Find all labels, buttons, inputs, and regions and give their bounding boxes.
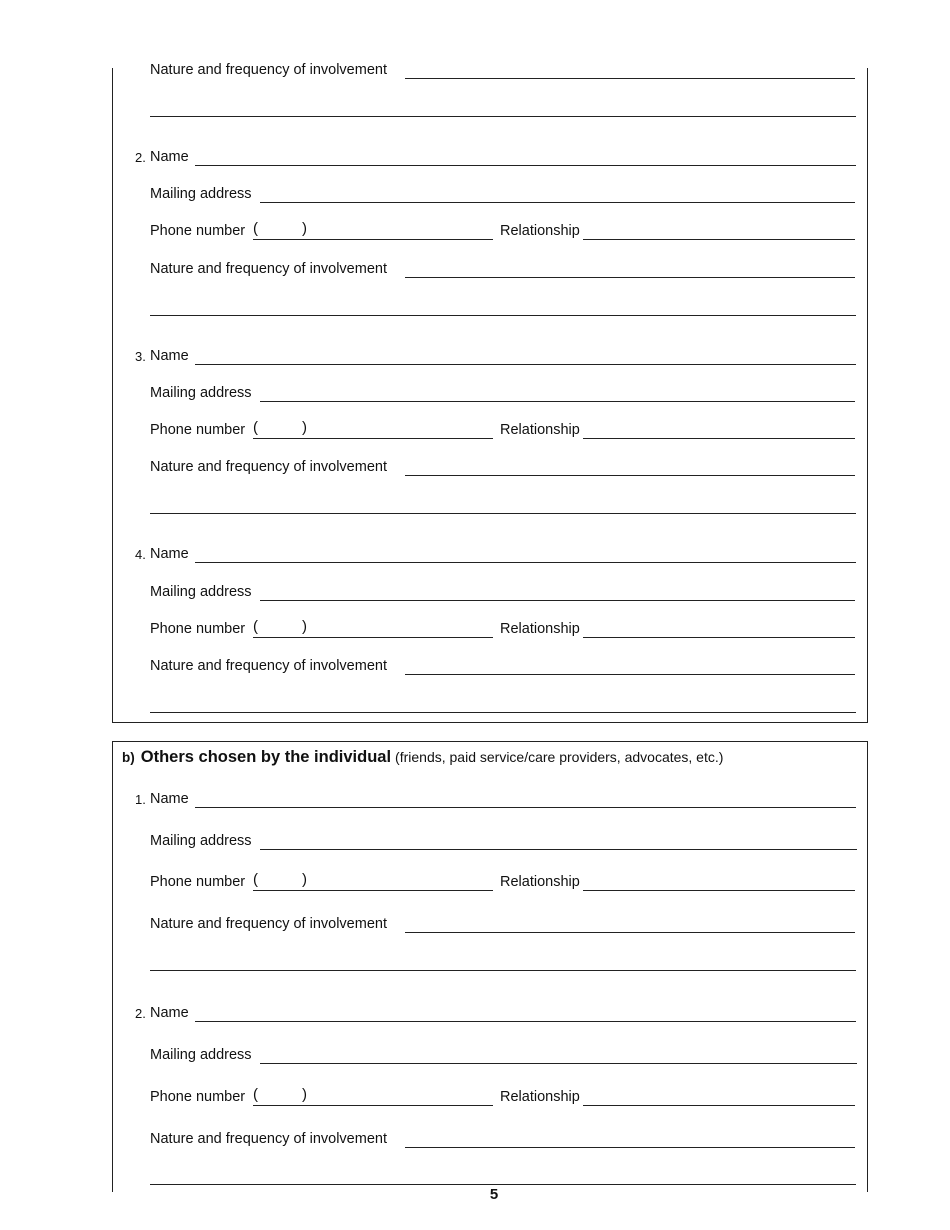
mailing-address-field[interactable] — [260, 202, 855, 203]
nature-field[interactable] — [405, 475, 855, 476]
nature-label: Nature and frequency of involvement — [150, 916, 387, 932]
area-code-close-paren: ) — [302, 220, 307, 237]
mailing-address-label: Mailing address — [150, 1047, 252, 1063]
phone-number-label: Phone number — [150, 874, 246, 890]
section-b-title: Others chosen by the individual — [140, 748, 392, 766]
mailing-address-label: Mailing address — [150, 186, 252, 202]
section-b-note: (friends, paid service/care providers, advocates, etc.) — [395, 749, 724, 765]
nature-field[interactable] — [405, 674, 855, 675]
area-code-close-paren: ) — [302, 419, 307, 436]
phone-number-field[interactable] — [253, 1105, 493, 1106]
mailing-address-field[interactable] — [260, 401, 855, 402]
area-code-open-paren: ( — [253, 871, 258, 888]
relationship-label: Relationship — [500, 874, 580, 890]
relationship-label: Relationship — [500, 621, 580, 637]
name-label: Name — [150, 149, 189, 165]
phone-number-label: Phone number — [150, 1089, 246, 1105]
relationship-label: Relationship — [500, 1089, 580, 1105]
relationship-label: Relationship — [500, 422, 580, 438]
entry-number: 2. — [135, 150, 146, 165]
page-number: 5 — [489, 1186, 499, 1203]
phone-number-field[interactable] — [253, 239, 493, 240]
area-code-open-paren: ( — [253, 618, 258, 635]
mailing-address-field[interactable] — [260, 1063, 857, 1064]
phone-number-label: Phone number — [150, 621, 246, 637]
entry-number: 3. — [135, 349, 146, 364]
name-field[interactable] — [195, 807, 856, 808]
nature-field-continued[interactable] — [150, 315, 856, 316]
name-field[interactable] — [195, 1021, 856, 1022]
phone-number-label: Phone number — [150, 422, 246, 438]
area-code-close-paren: ) — [302, 1086, 307, 1103]
nature-field[interactable] — [405, 1147, 855, 1148]
entry-number: 2. — [135, 1006, 146, 1021]
nature-field[interactable] — [405, 932, 855, 933]
mailing-address-field[interactable] — [260, 600, 855, 601]
relationship-field[interactable] — [583, 637, 855, 638]
name-label: Name — [150, 791, 189, 807]
nature-label: Nature and frequency of involvement — [150, 261, 387, 277]
area-code-close-paren: ) — [302, 871, 307, 888]
nature-label: Nature and frequency of involvement — [150, 658, 387, 674]
name-label: Name — [150, 546, 189, 562]
area-code-open-paren: ( — [253, 1086, 258, 1103]
nature-label: Nature and frequency of involvement — [150, 459, 387, 475]
entry-number: 1. — [135, 792, 146, 807]
nature-field-continued[interactable] — [150, 513, 856, 514]
nature-field-continued[interactable] — [150, 1184, 856, 1185]
nature-label: Nature and frequency of involvement — [150, 62, 387, 78]
mailing-address-label: Mailing address — [150, 833, 252, 849]
relationship-field[interactable] — [583, 239, 855, 240]
nature-field-continued[interactable] — [150, 712, 856, 713]
mailing-address-label: Mailing address — [150, 584, 252, 600]
phone-number-field[interactable] — [253, 890, 493, 891]
area-code-close-paren: ) — [302, 618, 307, 635]
mailing-address-label: Mailing address — [150, 385, 252, 401]
name-label: Name — [150, 348, 189, 364]
name-field[interactable] — [195, 165, 856, 166]
phone-number-field[interactable] — [253, 637, 493, 638]
area-code-open-paren: ( — [253, 419, 258, 436]
nature-field[interactable] — [405, 277, 855, 278]
phone-number-field[interactable] — [253, 438, 493, 439]
nature-field-continued[interactable] — [150, 116, 856, 117]
name-field[interactable] — [195, 562, 856, 563]
nature-field[interactable] — [405, 78, 855, 79]
relationship-field[interactable] — [583, 438, 855, 439]
relationship-field[interactable] — [583, 1105, 855, 1106]
entry-number: 4. — [135, 547, 146, 562]
area-code-open-paren: ( — [253, 220, 258, 237]
name-field[interactable] — [195, 364, 856, 365]
relationship-label: Relationship — [500, 223, 580, 239]
nature-field-continued[interactable] — [150, 970, 856, 971]
section-b-letter: b) — [122, 750, 135, 765]
name-label: Name — [150, 1005, 189, 1021]
nature-label: Nature and frequency of involvement — [150, 1131, 387, 1147]
mailing-address-field[interactable] — [260, 849, 857, 850]
section-b-heading — [122, 746, 723, 769]
relationship-field[interactable] — [583, 890, 855, 891]
phone-number-label: Phone number — [150, 223, 246, 239]
